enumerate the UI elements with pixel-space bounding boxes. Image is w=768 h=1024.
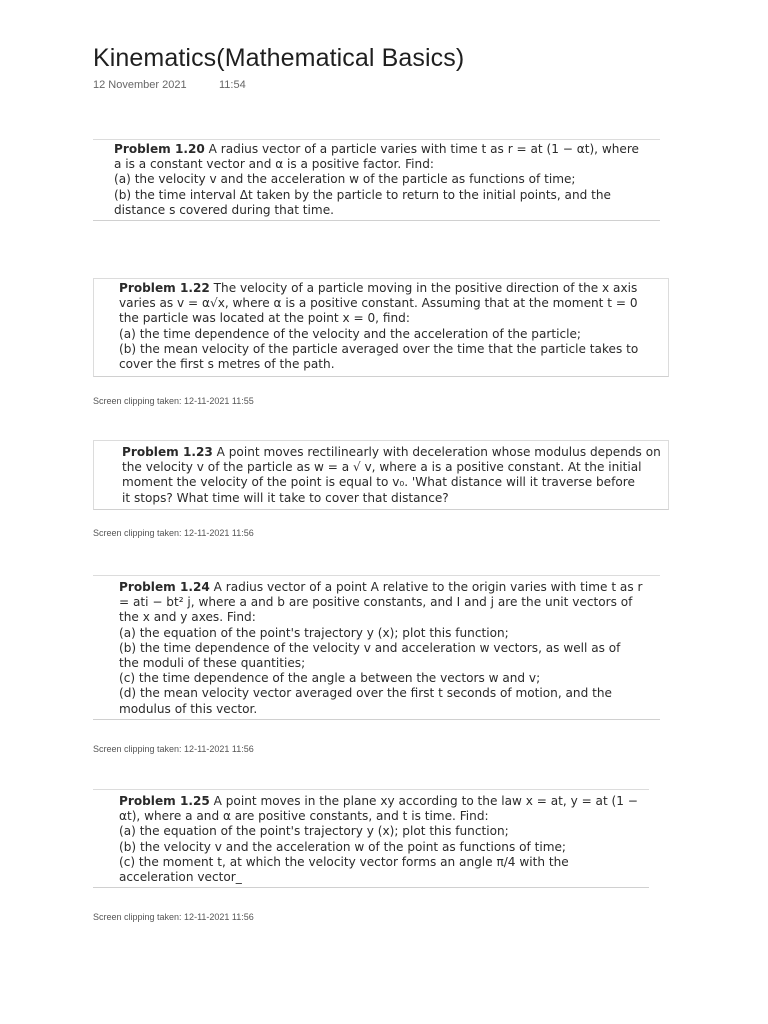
- problem-line: cover the first s metres of the path.: [119, 357, 335, 372]
- problem-line: the x and y axes. Find:: [119, 610, 256, 625]
- problem-label: Problem 1.22: [119, 281, 210, 295]
- problem-line: (c) the time dependence of the angle a between the vectors w and v;: [119, 671, 541, 686]
- problem-1-22-text: [119, 281, 638, 372]
- problem-line: the moduli of these quantities;: [119, 656, 306, 671]
- problem-line: varies as v = α√x, where α is a positive constant. Assuming that at the moment t = 0: [119, 296, 638, 311]
- problem-line: (a) the time dependence of the velocity and the acceleration of the particle;: [119, 326, 581, 341]
- page-title: Kinematics(Mathematical Basics): [93, 44, 465, 72]
- problem-line: [119, 794, 638, 809]
- problem-label: Problem 1.24: [119, 580, 210, 594]
- problem-label: Problem 1.20: [114, 142, 205, 156]
- problem-line: = ati − bt² j, where a and b are positive constants, and I and j are the unit vectors of: [119, 595, 633, 610]
- problem-line: αt), where a and α are positive constants, and t is time. Find:: [119, 809, 489, 824]
- problem-line: (b) the time dependence of the velocity v and acceleration w vectors, as well as of: [119, 640, 621, 655]
- problem-label: Problem 1.25: [119, 794, 210, 808]
- clipping-caption: Screen clipping taken: 12-11-2021 11:56: [93, 528, 254, 538]
- problem-line: (a) the equation of the point's trajectory y (x); plot this function;: [119, 625, 509, 640]
- problem-line: distance s covered during that time.: [114, 202, 334, 217]
- problem-line: it stops? What time will it take to cover that distance?: [122, 490, 449, 505]
- problem-1-20-text: [114, 142, 639, 218]
- problem-line: the velocity v of the particle as w = a √ v, where a is a positive constant. At the initial: [122, 460, 642, 475]
- problem-1-25-text: [119, 794, 638, 885]
- problem-line: [119, 281, 638, 296]
- problem-line: [122, 445, 661, 460]
- clipping-caption: Screen clipping taken: 12-11-2021 11:56: [93, 744, 254, 754]
- problem-line-text: A radius vector of a point A relative to the origin varies with time t as r: [209, 580, 643, 594]
- clipping-caption: Screen clipping taken: 12-11-2021 11:55: [93, 396, 254, 406]
- problem-label: Problem 1.23: [122, 445, 213, 459]
- problem-line-text: A radius vector of a particle varies with time t as r = at (1 − αt), where: [204, 142, 639, 156]
- clipping-caption: Screen clipping taken: 12-11-2021 11:56: [93, 912, 254, 922]
- problem-line: [119, 580, 642, 595]
- problem-line: moment the velocity of the point is equal to v₀. 'What distance will it traverse before: [122, 475, 635, 490]
- problem-line-text: The velocity of a particle moving in the positive direction of the x axis: [209, 281, 638, 295]
- problem-line: (a) the equation of the point's trajectory y (x); plot this function;: [119, 824, 509, 839]
- problem-1-24-text: [119, 580, 642, 717]
- problem-line: (a) the velocity v and the acceleration w of the particle as functions of time;: [114, 172, 576, 187]
- problem-line: (c) the moment t, at which the velocity vector forms an angle π/4 with the: [119, 854, 569, 869]
- problem-line: (b) the mean velocity of the particle averaged over the time that the particle takes to: [119, 341, 639, 356]
- problem-line-text: A point moves in the plane xy according to the law x = at, y = at (1 −: [209, 794, 638, 808]
- problem-1-23-text: [122, 445, 661, 506]
- page-time: 11:54: [219, 79, 246, 91]
- problem-line: [114, 142, 639, 157]
- page-date: 12 November 2021: [93, 79, 187, 91]
- problem-line: modulus of this vector.: [119, 701, 258, 716]
- problem-line: (d) the mean velocity vector averaged over the first t seconds of motion, and the: [119, 686, 612, 701]
- problem-line-text: A point moves rectilinearly with deceleration whose modulus depends on: [212, 445, 661, 459]
- problem-line: acceleration vector_: [119, 870, 242, 885]
- problem-line: (b) the time interval Δt taken by the particle to return to the initial points, and the: [114, 187, 611, 202]
- problem-line: (b) the velocity v and the acceleration w of the point as functions of time;: [119, 839, 567, 854]
- problem-line: a is a constant vector and α is a positive factor. Find:: [114, 157, 434, 172]
- problem-line: the particle was located at the point x = 0, find:: [119, 311, 410, 326]
